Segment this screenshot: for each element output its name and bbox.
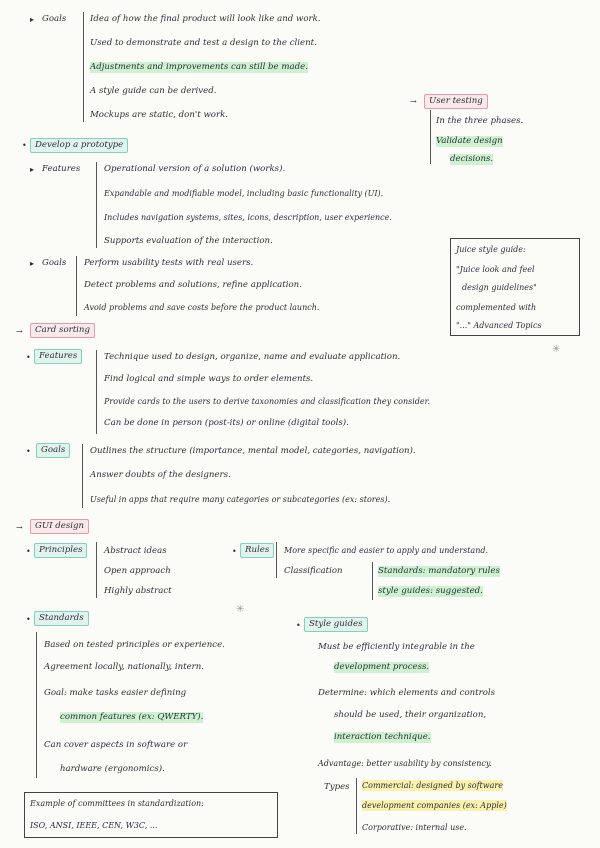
gui-principle-1: Abstract ideas [104,546,167,556]
bracket-line [430,110,431,164]
standards-title: Standards [34,611,89,626]
prototype-feature-1: Operational version of a solution (works). [104,164,286,174]
style-guides-line-5: interaction technique. [334,732,431,742]
star-icon: ✳ [552,344,561,355]
standards-line-5: Can cover aspects in software or [44,740,188,750]
style-guides-line-1: Must be efficiently integrable in the [318,642,475,652]
bullet-arrow: • [26,615,31,624]
gui-rule-1: More specific and easier to apply and understand. [284,546,489,555]
prototype-feature-2: Expandable and modifiable model, including basic functionality (UI). [104,189,384,198]
user-testing-line-3: decisions. [450,154,494,164]
gui-principle-3: Highly abstract [104,586,172,596]
intro-line-1: Idea of how the final product will look like and work. [90,14,321,24]
standards-line-6: hardware (ergonomics). [60,764,165,774]
style-guides-line-3: Determine: which elements and controls [318,688,496,698]
prototype-feature-3: Includes navigation systems, sites, icons, description, user experience. [104,213,392,222]
style-guides-type-2: development companies (ex: Apple) [362,801,507,810]
style-guides-line-2: development process. [334,662,430,672]
card-sorting-title: Card sorting [30,323,95,338]
style-note-line-5: "..." Advanced Topics [456,321,542,330]
style-note-line-4: complemented with [456,303,537,312]
intro-line-4: A style guide can be derived. [90,86,217,96]
gui-rules-label: Rules [240,543,274,558]
gui-principle-2: Open approach [104,566,171,576]
bullet-arrow: ▸ [30,165,35,174]
prototype-goal-2: Detect problems and solutions, refine application. [84,280,302,290]
bullet-arrow: ▸ [30,259,35,268]
bracket-line [96,542,97,598]
standards-line-3: Goal: make tasks easier defining [44,688,187,698]
style-note-line-1: Juice style guide: [456,245,526,254]
intro-line-5: Mockups are static, don't work. [90,110,229,120]
style-guides-line-6: Advantage: better usability by consistency. [318,759,492,768]
bracket-line [372,562,373,600]
standards-line-4: common features (ex: QWERTY). [60,712,204,722]
bracket-line [76,256,77,316]
style-guides-type-1: Commercial: designed by software [362,781,503,790]
prototype-feature-4: Supports evaluation of the interaction. [104,236,273,246]
bracket-line [83,12,84,122]
prototype-goals-label: Goals [42,258,67,268]
intro-goals-label: Goals [42,14,67,24]
style-guides-line-4: should be used, their organization, [334,710,487,720]
bullet-arrow: ▸ [30,15,35,24]
gui-principles-label: Principles [34,543,87,558]
bullet-arrow: • [232,547,237,556]
user-testing-line-1: In the three phases. [436,116,524,126]
gui-rule-2: Classification [284,566,343,576]
star-icon: ✳ [236,604,245,615]
intro-line-2: Used to demonstrate and test a design to the client. [90,38,317,48]
standards-line-1: Based on tested principles or experience. [44,640,225,650]
prototype-title: Develop a prototype [30,138,128,153]
style-guides-title: Style guides [304,617,368,632]
style-note-line-3: design guidelines" [462,283,537,292]
committees-line-1: Example of committees in standardization: [30,799,204,808]
gui-rule-class-2: style guides: suggested. [378,586,483,596]
card-sorting-goal-3: Useful in apps that require many categories or subcategories (ex: stores). [90,495,391,504]
card-sorting-goals-label: Goals [36,443,70,458]
bullet-arrow: • [26,447,31,456]
card-sorting-goal-1: Outlines the structure (importance, mental model, categories, navigation). [90,446,416,456]
arrow-icon: → [16,523,23,532]
bracket-line [36,632,37,778]
arrow-icon: → [410,97,417,106]
style-guides-types-label: Types [324,782,350,792]
prototype-goal-1: Perform usability tests with real users. [84,258,254,268]
user-testing-title: User testing [424,94,488,109]
bracket-line [82,444,83,508]
arrow-icon: → [16,327,23,336]
standards-line-2: Agreement locally, nationally, intern. [44,662,205,672]
prototype-features-label: Features [42,164,81,174]
intro-line-3: Adjustments and improvements can still be made. [90,62,308,72]
card-sorting-feature-3: Provide cards to the users to derive taxonomies and classification they consider. [104,397,431,406]
style-guides-type-3: Corporative: internal use. [362,823,467,832]
bullet-arrow: • [26,353,31,362]
card-sorting-feature-1: Technique used to design, organize, name and evaluate application. [104,352,401,362]
bracket-line [96,162,97,248]
card-sorting-features-label: Features [34,349,82,364]
prototype-goal-3: Avoid problems and save costs before the product launch. [84,303,320,312]
bullet-arrow: • [26,547,31,556]
bracket-line [356,778,357,834]
bullet-arrow: • [296,621,301,630]
style-note-line-2: "Juice look and feel [456,265,535,274]
card-sorting-goal-2: Answer doubts of the designers. [90,470,231,480]
card-sorting-feature-4: Can be done in person (post-its) or online (digital tools). [104,418,349,428]
bullet-arrow: • [22,141,27,150]
bracket-line [96,350,97,434]
committees-line-2: ISO, ANSI, IEEE, CEN, W3C, ... [30,821,158,830]
gui-design-title: GUI design [30,519,89,534]
card-sorting-feature-2: Find logical and simple ways to order elements. [104,374,314,384]
bracket-line [276,542,277,578]
gui-rule-class-1: Standards: mandatory rules [378,566,500,576]
user-testing-line-2: Validate design [436,136,503,146]
